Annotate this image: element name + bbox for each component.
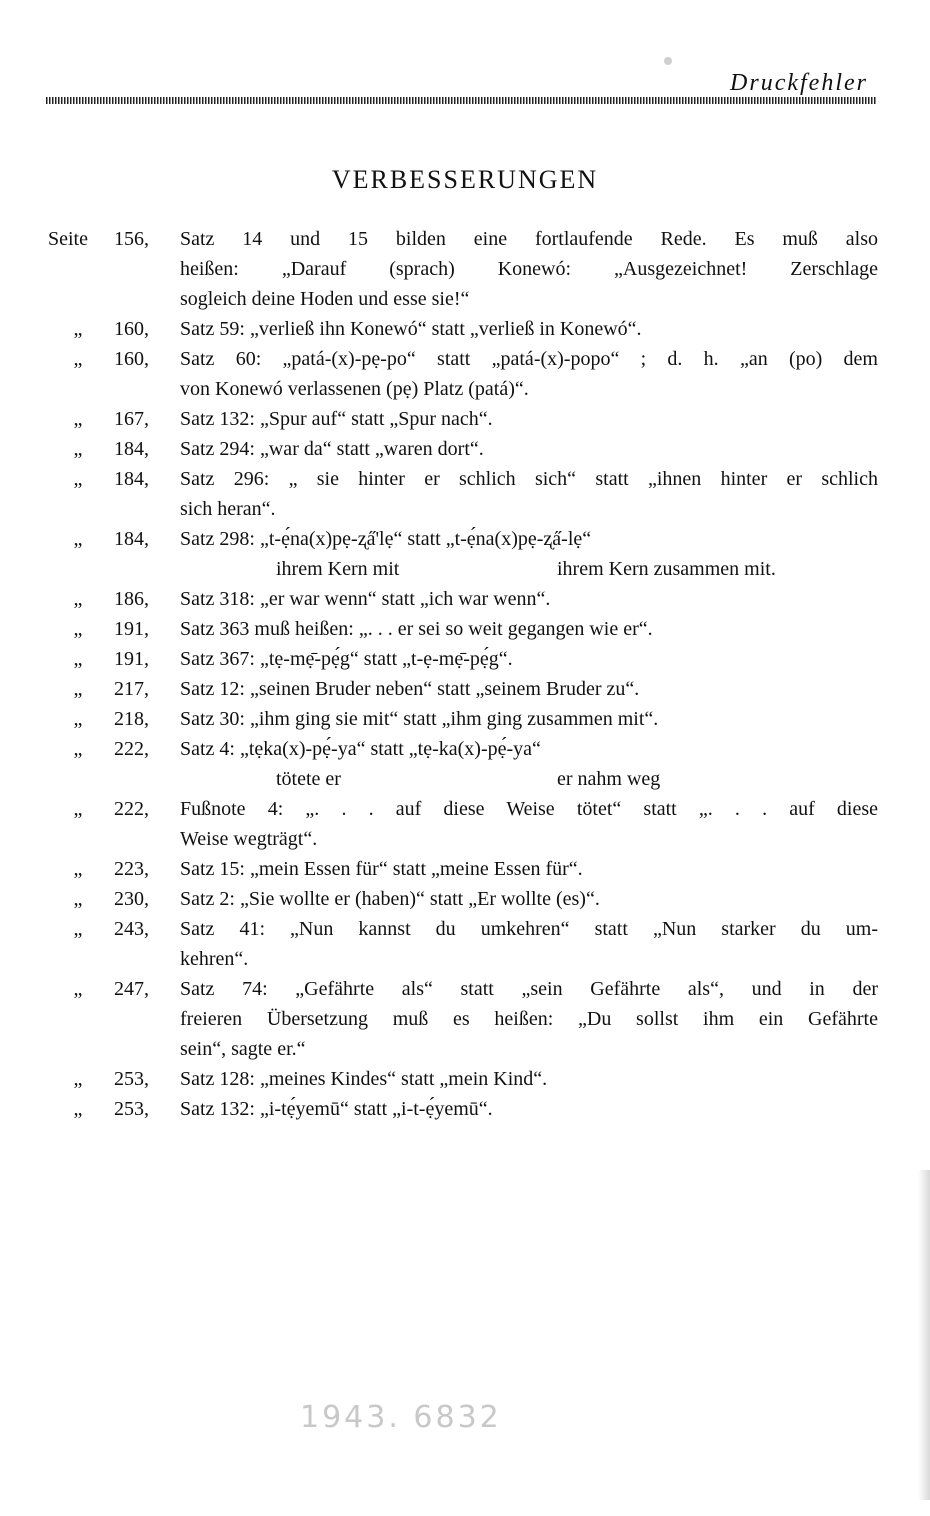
entry-prefix: „: [73, 468, 83, 490]
entry-text-line: Satz 59: „verließ ihn Konewó“ statt „verließ in Konewó“.: [180, 318, 642, 340]
correction-entry: [48, 524, 878, 584]
correction-entry: [48, 1064, 878, 1094]
page-number: 222,: [114, 798, 149, 820]
spacer: [48, 944, 108, 974]
spacer: [48, 824, 108, 854]
entry-prefix: „: [73, 1098, 83, 1120]
spacer: [114, 824, 174, 854]
entry-prefix: „: [73, 798, 83, 820]
correction-entry: [48, 584, 878, 614]
page-number: 184,: [114, 528, 149, 550]
spacer: [114, 944, 174, 974]
entry-prefix: „: [73, 318, 83, 340]
spacer: [48, 494, 108, 524]
entry-prefix: „: [73, 918, 83, 940]
gloss-text: ihrem Kern zusammen mit.: [557, 558, 776, 580]
spacer: [48, 1004, 108, 1034]
page-number: 184,: [114, 468, 149, 490]
entry-prefix: Seite: [48, 228, 88, 250]
correction-entry: [48, 734, 878, 794]
entry-prefix: „: [73, 408, 83, 430]
correction-entry: [48, 644, 878, 674]
entry-prefix: „: [73, 978, 83, 1000]
entry-text-line: heißen: „Darauf (sprach) Konewó: „Ausgezeichnet! Zerschlage: [180, 258, 878, 280]
page-number: 218,: [114, 708, 149, 730]
spacer: [114, 494, 174, 524]
gloss-text: er nahm weg: [557, 768, 661, 790]
page-number: 253,: [114, 1098, 149, 1120]
spacer: [48, 254, 108, 284]
spacer: [114, 374, 174, 404]
correction-entry: [48, 344, 878, 404]
entry-text-line: Satz 15: „mein Essen für“ statt „meine Essen für“.: [180, 858, 583, 880]
page-number: 167,: [114, 408, 149, 430]
entry-text-line: Satz 132: „i-tẹ́yemū“ statt „i-t-ẹ́yemū“.: [180, 1098, 493, 1120]
correction-entry: [48, 1094, 878, 1124]
page-number: 243,: [114, 918, 149, 940]
header-rule: [46, 97, 876, 104]
correction-entry: [48, 674, 878, 704]
correction-entry: [48, 794, 878, 854]
spacer: [114, 254, 174, 284]
correction-entry: [48, 614, 878, 644]
entry-prefix: „: [73, 528, 83, 550]
corrections-list: [48, 224, 878, 1124]
entry-text-line: freieren Übersetzung muß es heißen: „Du sollst ihm ein Gefährte: [180, 1008, 878, 1030]
page-title: VERBESSERUNGEN: [331, 165, 599, 194]
page-number: 253,: [114, 1068, 149, 1090]
spacer: [48, 1034, 108, 1064]
gloss-text: tötete er: [276, 768, 341, 790]
entry-text-line: sein“, sagte er.“: [180, 1038, 306, 1060]
entry-text-line: Satz 367: „tẹ-mẹ̄-pẹ́g“ statt „t-ẹ-mẹ̄-pẹ́g“.: [180, 648, 513, 670]
running-head: Druckfehler: [730, 70, 868, 96]
page-number: 247,: [114, 978, 149, 1000]
correction-entry: [48, 434, 878, 464]
entry-text-line: Satz 14 und 15 bilden eine fortlaufende Rede. Es muß also: [180, 228, 878, 250]
paper-speck: [664, 57, 672, 65]
library-stamp: 1943. 6832: [300, 1400, 502, 1435]
correction-entry: [48, 404, 878, 434]
entry-text-line: Satz 2: „Sie wollte er (haben)“ statt „Er wollte (es)“.: [180, 888, 600, 910]
entry-text-line: Satz 318: „er war wenn“ statt „ich war wenn“.: [180, 588, 551, 610]
correction-entry: [48, 224, 878, 314]
interlinear-gloss: [180, 554, 878, 584]
entry-prefix: „: [73, 888, 83, 910]
page-number: 160,: [114, 348, 149, 370]
correction-entry: [48, 974, 878, 1064]
correction-entry: [48, 464, 878, 524]
spacer: [48, 374, 108, 404]
entry-text-line: Satz 132: „Spur auf“ statt „Spur nach“.: [180, 408, 493, 430]
entry-text-line: Satz 60: „patá-(x)-pẹ-po“ statt „patá-(x)-popo“ ; d. h. „an (po) dem: [180, 348, 878, 370]
correction-entry: [48, 314, 878, 344]
entry-text-line: Satz 74: „Gefährte als“ statt „sein Gefährte als“, und in der: [180, 978, 878, 1000]
page-number: 184,: [114, 438, 149, 460]
page-number: 191,: [114, 648, 149, 670]
entry-prefix: „: [73, 588, 83, 610]
spacer: [114, 284, 174, 314]
entry-text-line: kehren“.: [180, 948, 249, 970]
entry-text-line: Weise wegträgt“.: [180, 828, 318, 850]
page-number: 160,: [114, 318, 149, 340]
entry-text-line: Satz 294: „war da“ statt „waren dort“.: [180, 438, 484, 460]
entry-prefix: „: [73, 348, 83, 370]
entry-prefix: „: [73, 678, 83, 700]
entry-text-line: Satz 296: „ sie hinter er schlich sich“ statt „ihnen hinter er schlich: [180, 468, 878, 490]
gloss-text: ihrem Kern mit: [276, 558, 400, 580]
correction-entry: [48, 914, 878, 974]
entry-text-line: Satz 128: „meines Kindes“ statt „mein Kind“.: [180, 1068, 548, 1090]
page-number: 217,: [114, 678, 149, 700]
entry-text-line: Satz 298: „t-ẹ́na(x)pẹ-ʐa̋'lẹ“ statt „t-ẹ́na(x)pẹ-ʐa̋-lẹ“: [180, 528, 592, 550]
correction-entry: [48, 884, 878, 914]
entry-text-line: von Konewó verlassenen (pẹ) Platz (patá)“.: [180, 378, 529, 400]
entry-prefix: „: [73, 708, 83, 730]
interlinear-gloss: [180, 764, 878, 794]
entry-prefix: „: [73, 858, 83, 880]
page-number: 223,: [114, 858, 149, 880]
entry-text-line: Satz 12: „seinen Bruder neben“ statt „seinem Bruder zu“.: [180, 678, 640, 700]
page-number: 230,: [114, 888, 149, 910]
spacer: [48, 284, 108, 314]
correction-entry: [48, 704, 878, 734]
entry-prefix: „: [73, 738, 83, 760]
entry-text-line: Fußnote 4: „. . . auf diese Weise tötet“ statt „. . . auf diese: [180, 798, 878, 820]
page-edge-shadow: [918, 1170, 930, 1500]
spacer: [114, 1004, 174, 1034]
entry-text-line: sich heran“.: [180, 498, 276, 520]
entry-text-line: sogleich deine Hoden und esse sie!“: [180, 288, 470, 310]
entry-prefix: „: [73, 648, 83, 670]
entry-text-line: Satz 30: „ihm ging sie mit“ statt „ihm ging zusammen mit“.: [180, 708, 659, 730]
page-number: 156,: [114, 228, 149, 250]
page-number: 186,: [114, 588, 149, 610]
page-number: 191,: [114, 618, 149, 640]
entry-prefix: „: [73, 1068, 83, 1090]
correction-entry: [48, 854, 878, 884]
entry-text-line: Satz 4: „tẹka(x)-pẹ́-ya“ statt „tẹ-ka(x)-pẹ́-ya“: [180, 738, 541, 760]
entry-text-line: Satz 363 muß heißen: „. . . er sei so weit gegangen wie er“.: [180, 618, 653, 640]
entry-prefix: „: [73, 618, 83, 640]
spacer: [114, 1034, 174, 1064]
page-number: 222,: [114, 738, 149, 760]
entry-text-line: Satz 41: „Nun kannst du umkehren“ statt „Nun starker du um-: [180, 918, 878, 940]
entry-prefix: „: [73, 438, 83, 460]
